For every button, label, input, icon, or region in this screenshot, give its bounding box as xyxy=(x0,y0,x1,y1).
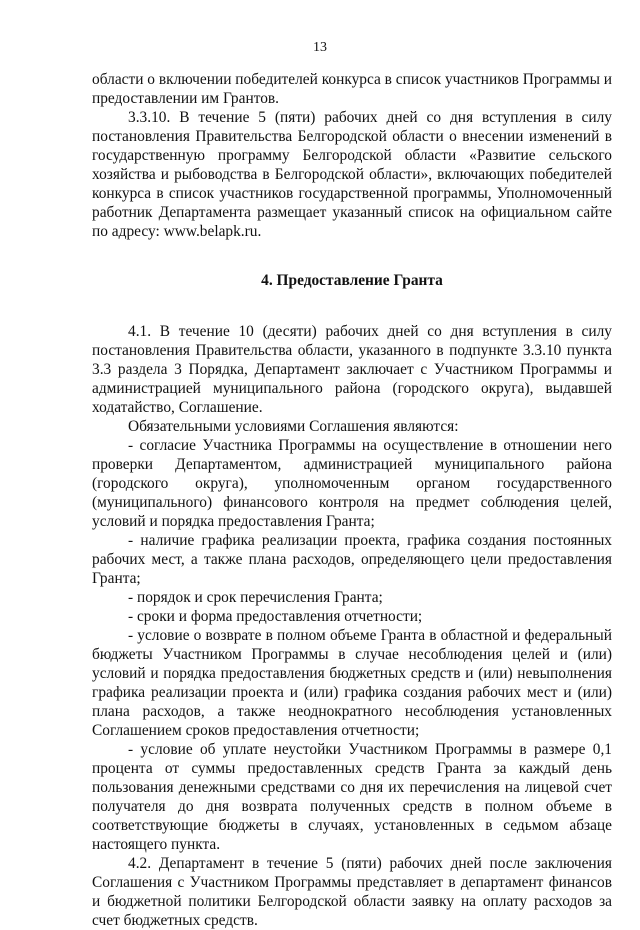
paragraph-continuation: области о включении победителей конкурса в список участников Программы и предоставлении им Грантов. xyxy=(92,71,613,107)
list-item-penalty: - условие об уплате неустойки Участником Программы в размере 0,1 процента от суммы предоставленных средств Гранта за каждый день пользования денежными средствами со дня их перечисления на лицевой счет получателя до дня возврата полученных средств в полном объеме в соответствующие бюджеты в случаях, установленных в седьмом абзаце настоящего пункта. xyxy=(92,741,612,853)
paragraph-4-1: 4.1. В течение 10 (десяти) рабочих дней со дня вступления в силу постановления Правительства области, указанного в подпункте 3.3.10 пункта 3.3 раздела 3 Порядка, Департамент заключает с Участником Программы и администрацией муниципального района (городского округа), выдавшей ходатайство, Соглашение. xyxy=(92,323,612,416)
section-heading: 4. Предоставление Гранта xyxy=(261,272,443,289)
list-item-transfer: - порядок и срок перечисления Гранта; xyxy=(128,589,383,606)
list-item-reporting: - сроки и форма предоставления отчетности; xyxy=(128,608,423,625)
document-body xyxy=(92,70,612,930)
list-item-consent: - согласие Участника Программы на осуществление в отношении него проверки Департаментом, администрацией муниципального района (городского округа), уполномоченным органом государственного (муниципального) финансового контроля на предмет соблюдения целей, условий и порядка предоставления Гранта; xyxy=(92,437,612,530)
paragraph-3-3-10: 3.3.10. В течение 5 (пяти) рабочих дней со дня вступления в силу постановления Правительства Белгородской области о внесении изменений в государственную программу Белгородской области «Развитие сельского хозяйства и рыбоводства в Белгородской области», включающих победителей конкурса в список участников государственной программы, Уполномоченный работник Департамента размещает указанный список на официальном сайте по адресу: www.belapk.ru. xyxy=(92,109,612,240)
list-item-schedule: - наличие графика реализации проекта, графика создания постоянных рабочих мест, а также плана расходов, определяющего цели предоставления Гранта; xyxy=(92,532,612,587)
page-number: 13 xyxy=(313,40,327,55)
paragraph-conditions-intro: Обязательными условиями Соглашения являются: xyxy=(128,418,459,435)
paragraph-4-2: 4.2. Департамент в течение 5 (пяти) рабочих дней после заключения Соглашения с Участником Программы представляет в департамент финансов и бюджетной политики Белгородской области заявку на оплату расходов за счет бюджетных средств. xyxy=(92,855,612,929)
list-item-refund: - условие о возврате в полном объеме Гранта в областной и федеральный бюджеты Участником Программы в случае несоблюдения целей и (или) условий и порядка предоставления бюджетных средств и (или) невыполнения графика реализации проекта и (или) графика создания рабочих мест и (или) плана расходов, а также неоднократного несоблюдения установленных Соглашением сроков предоставления отчетности; xyxy=(92,627,612,739)
